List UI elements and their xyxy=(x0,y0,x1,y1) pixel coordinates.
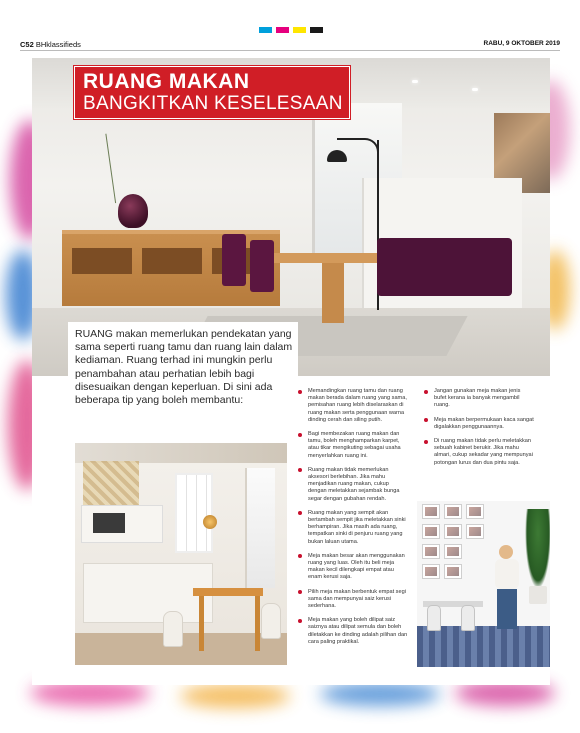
gallery-wall-photo xyxy=(417,501,550,667)
tips-column-1 xyxy=(298,388,408,653)
woman-figure-head xyxy=(499,545,513,559)
tip-item: Meja makan besar akan menggunakan ruang yang luas. Oleh itu beli meja makan kecil dilengkapi empat atau enam kerusi saja. xyxy=(298,553,408,582)
tip-item: Di ruang makan tidak perlu meletakkan sebuah kabinet berukir. Jika mahu almari, cukup sekadar yang mempunyai potongan lurus dan dua pintu saja. xyxy=(424,438,534,467)
issue-date-text: RABU, 9 OKTOBER 2019 xyxy=(483,40,560,47)
tip-item: Ruang makan tidak memerlukan aksesori berlebihan. Jika mahu menjadikan ruang makan, cukup dengan meletakkan sejambak bunga segar dengan gubahan rendah. xyxy=(298,467,408,503)
dining-table-leg xyxy=(322,263,344,323)
page-code: C52 xyxy=(20,40,34,49)
reg-mark-cyan xyxy=(259,27,272,33)
reg-mark-yellow xyxy=(293,27,306,33)
section-name: BHklassifieds xyxy=(35,40,81,49)
picture-frame xyxy=(445,525,461,538)
article-page xyxy=(32,58,550,685)
woman-figure-top xyxy=(495,559,519,589)
tip-item: Pilih meja makan berbentuk empat segi sama dan mempunyai saiz kerusi sederhana. xyxy=(298,589,408,611)
picture-frame xyxy=(467,525,483,538)
article-title-box xyxy=(74,66,350,119)
decorative-splash xyxy=(180,684,290,708)
picture-frame xyxy=(423,505,439,518)
woman-figure-legs xyxy=(497,589,517,629)
blue-rug xyxy=(417,626,550,667)
picture-frame xyxy=(445,505,461,518)
tip-item: Ruang makan yang sempit akan bertambah sempit jika meletakkan sinki berhampiran. Jika masih ada ruang, tempatkan sinki di penjuru ruang yang bukan laluan utama. xyxy=(298,510,408,546)
kitchen-photo xyxy=(75,443,287,665)
purple-bench xyxy=(377,238,512,296)
ceiling-light xyxy=(412,80,418,83)
header-rule xyxy=(20,50,560,51)
purple-vase xyxy=(118,194,148,228)
white-chair xyxy=(261,603,281,639)
kitchen-oven xyxy=(93,513,125,533)
tips-column-2 xyxy=(424,388,534,474)
picture-frame xyxy=(445,545,461,558)
ceiling-light xyxy=(472,88,478,91)
kitchen-window xyxy=(175,473,213,553)
kitchen-table-leg xyxy=(199,596,204,651)
kitchen-ceiling xyxy=(75,443,287,463)
white-chair xyxy=(163,611,183,647)
tip-item: Bagi membezakan ruang makan dan tamu, boleh menghamparkan karpet, atau tikar mengikuting sebagai usaha menyerlahkan ruang ini. xyxy=(298,431,408,460)
kitchen-table xyxy=(193,588,263,596)
decor-branches xyxy=(105,127,164,203)
purple-chair xyxy=(222,234,246,286)
reg-mark-black xyxy=(310,27,323,33)
picture-frame xyxy=(423,565,439,578)
tip-item: Meja makan yang boleh dilipat saiz saiznya atau dilipat semula dan boleh diletakkan ke dinding adalah pilihan dan cara paling praktikal. xyxy=(298,617,408,646)
kitchen-wallpaper xyxy=(83,461,139,511)
tip-item: Meja makan berpermukaan kaca sangat digalakkan penggunaannya. xyxy=(424,417,534,431)
kitchen-table-leg xyxy=(255,596,260,651)
tip-item: Memandingkan ruang tamu dan ruang makan berada dalam ruang yang sama, pemisahan ruang lebih diselaraskan di ruang makan serta penggunaan warna dinding cerah dan siling putih. xyxy=(298,388,408,424)
pendant-lamp xyxy=(203,515,217,529)
article-title-line2: BANGKITKAN KESELESAAN xyxy=(83,93,343,114)
picture-frame xyxy=(445,565,461,578)
white-chair xyxy=(427,605,441,631)
white-chair xyxy=(461,605,475,631)
decorative-splash xyxy=(320,682,440,706)
sideboard-shelf xyxy=(142,248,202,274)
reg-mark-magenta xyxy=(276,27,289,33)
picture-frame xyxy=(467,505,483,518)
article-intro: RUANG makan memerlukan pendekatan yang sama seperti ruang tamu dan ruang lain dalam kediaman. Ruang terhad ini mungkin perlu penambahan atau perhatian lebih bagi disesuaikan dengan keperluan. Di sini ada beberapa tip yang boleh membantu: xyxy=(75,328,293,407)
article-title-line1: RUANG MAKAN xyxy=(83,70,250,93)
picture-frame xyxy=(423,525,439,538)
page-section-label xyxy=(20,40,81,49)
sideboard-shelf xyxy=(72,248,132,274)
plant-pot xyxy=(529,586,547,604)
issue-date xyxy=(484,40,560,47)
purple-chair xyxy=(250,240,274,292)
wooden-sideboard xyxy=(62,230,280,306)
registration-marks xyxy=(259,27,323,33)
potted-plant xyxy=(525,509,550,589)
tip-item: Jangan gunakan meja makan jenis bufet kerana ia banyak mengambil ruang. xyxy=(424,388,534,410)
kitchen-window-right xyxy=(245,468,275,588)
picture-frame xyxy=(423,545,439,558)
